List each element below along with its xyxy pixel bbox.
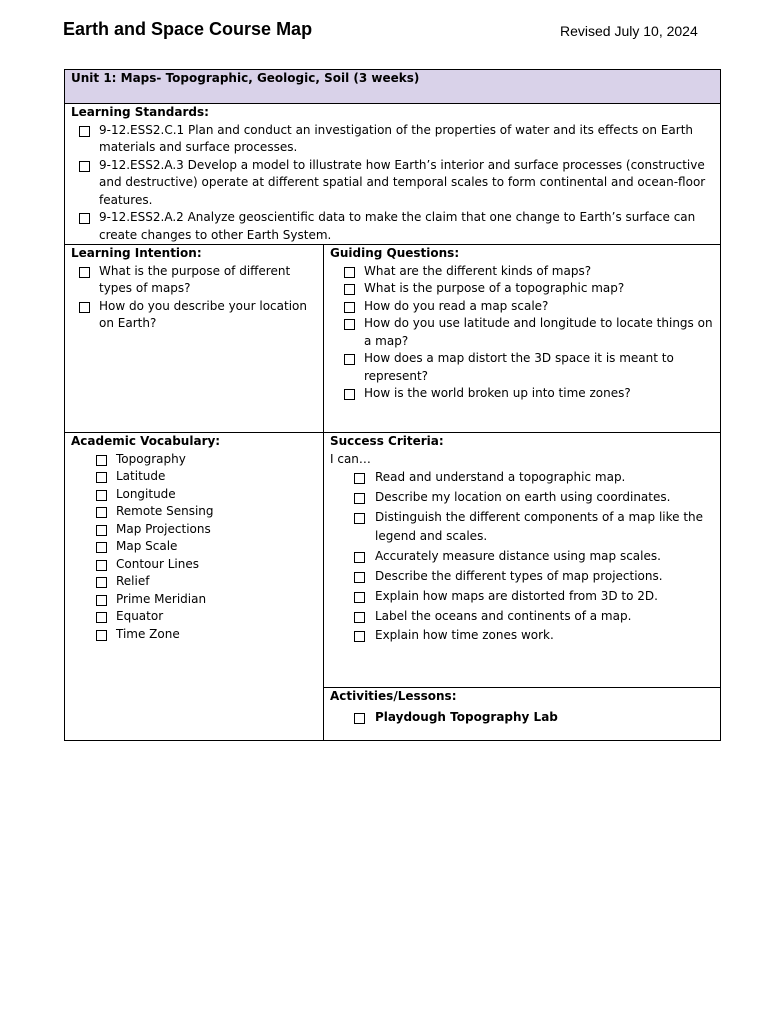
guiding-question-item: What are the different kinds of maps? [330,263,714,281]
unit-table [64,69,721,741]
vocabulary-item: Relief [71,573,317,591]
success-criterion-item: Distinguish the different components of a map like the legend and scales. [330,508,714,548]
guiding-question-item: How does a map distort the 3D space it is meant to represent? [330,350,714,385]
vocabulary-item: Remote Sensing [71,503,317,521]
success-criterion-item: Label the oceans and continents of a map. [330,607,714,627]
vocabulary-item: Longitude [71,486,317,504]
success-criteria-list [330,468,714,646]
guiding-question-item: What is the purpose of a topographic map? [330,280,714,298]
success-criteria-label: Success Criteria: [330,434,444,448]
activities-cell [324,688,721,741]
success-criterion-item: Describe my location on earth using coordinates. [330,488,714,508]
guiding-question-item: How is the world broken up into time zones? [330,385,714,403]
success-criterion-item: Accurately measure distance using map scales. [330,547,714,567]
learning-intention-list [71,263,317,333]
learning-standards-cell [65,104,721,245]
vocabulary-item: Contour Lines [71,556,317,574]
vocabulary-item: Latitude [71,468,317,486]
learning-intention-item: How do you describe your location on Earth? [71,298,317,333]
unit-header-row [65,70,721,104]
learning-standard-item: 9-12.ESS2.A.3 Develop a model to illustrate how Earth’s interior and surface processes (constructive and destructive) operate at different spatial and temporal scales to form continental and ocean-floor features. [71,157,714,210]
vocabulary-item: Topography [71,451,317,469]
guiding-question-item: How do you read a map scale? [330,298,714,316]
vocabulary-item: Map Scale [71,538,317,556]
learning-intention-item: What is the purpose of different types of maps? [71,263,317,298]
academic-vocabulary-list [71,451,317,644]
learning-intention-label: Learning Intention: [71,246,202,260]
activities-list [330,709,714,727]
success-criterion-item: Explain how maps are distorted from 3D to 2D. [330,587,714,607]
success-criteria-intro: I can… [330,451,371,466]
standards-row [65,104,721,245]
document-title: Earth and Space Course Map [63,19,313,39]
learning-standard-item: 9-12.ESS2.A.2 Analyze geoscientific data to make the claim that one change to Earth’s surface can create changes to other Earth System. [71,209,714,244]
academic-vocabulary-label: Academic Vocabulary: [71,434,221,448]
vocabulary-item: Map Projections [71,521,317,539]
vocab-success-row [65,433,721,688]
guiding-questions-list [330,263,714,403]
vocabulary-item: Equator [71,608,317,626]
vocabulary-item: Prime Meridian [71,591,317,609]
learning-standards-list [71,122,714,245]
unit-title: Unit 1: Maps- Topographic, Geologic, Soil (3 weeks) [65,70,721,104]
activities-label: Activities/Lessons: [330,689,457,703]
learning-intention-cell [65,245,324,433]
guiding-questions-label: Guiding Questions: [330,246,460,260]
academic-vocabulary-cell [65,433,324,741]
activity-item: Playdough Topography Lab [330,709,714,727]
success-criterion-item: Describe the different types of map projections. [330,567,714,587]
guiding-question-item: How do you use latitude and longitude to locate things on a map? [330,315,714,350]
learning-standard-item: 9-12.ESS2.C.1 Plan and conduct an investigation of the properties of water and its effects on Earth materials and surface processes. [71,122,714,157]
success-criterion-item: Explain how time zones work. [330,626,714,646]
intention-questions-row [65,245,721,433]
success-criteria-cell [324,433,721,688]
guiding-questions-cell [324,245,721,433]
revised-date: Revised July 10, 2024 [560,23,698,39]
learning-standards-label: Learning Standards: [71,105,209,119]
vocabulary-item: Time Zone [71,626,317,644]
success-criterion-item: Read and understand a topographic map. [330,468,714,488]
